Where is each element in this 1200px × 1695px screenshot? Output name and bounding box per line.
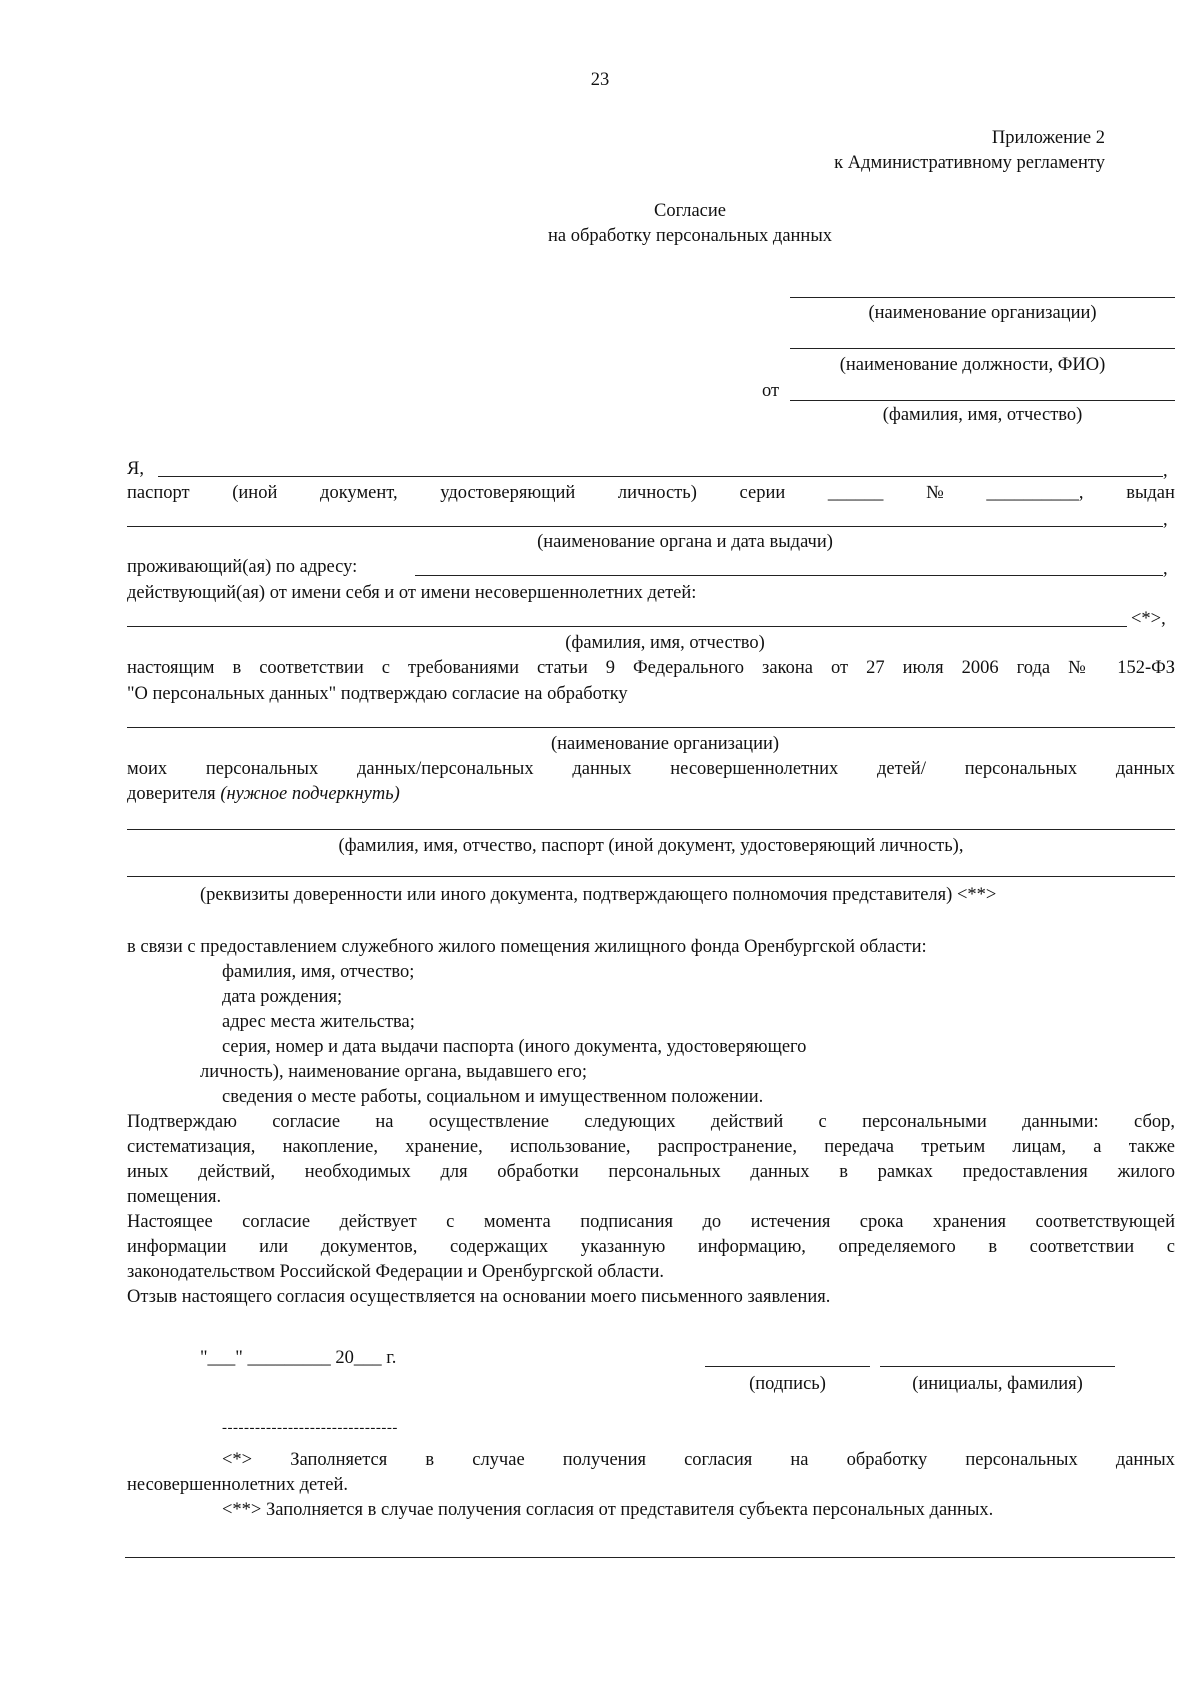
proxy-caption: (реквизиты доверенности или иного документа, подтверждающего полномочия представителя) <**> — [200, 885, 997, 905]
footnote-1-word: персональных — [965, 1450, 1078, 1470]
footnote-separator: -------------------------------- — [222, 1420, 398, 1436]
acting-label: действующий(ая) от имени себя и от имени несовершеннолетних детей: — [127, 583, 697, 603]
validity-line-2: информации или документов, содержащих указанную информацию, определяемого в соответствии с — [127, 1237, 1175, 1257]
title-line-2: на обработку персональных данных — [547, 226, 833, 246]
issued-word: выдан — [1126, 483, 1175, 503]
law-line-1: настоящим в соответствии с требованиями статьи 9 Федерального закона от 27 июля 2006 года № 152-ФЗ — [127, 658, 1175, 678]
footnote-1 — [222, 1450, 1175, 1471]
org2-line — [127, 727, 1175, 728]
list-item: фамилия, имя, отчество; — [222, 962, 415, 982]
passport-series-blank: ______ — [827, 483, 884, 503]
proxy-line — [127, 876, 1175, 877]
residing-label: проживающий(ая) по адресу: — [127, 557, 358, 577]
signature-caption: (подпись) — [749, 1374, 826, 1394]
passport-word: серии — [739, 483, 786, 503]
footnote-2: <**> Заполняется в случае получения согласия от представителя субъекта персональных данных. — [222, 1500, 994, 1520]
list-item: личность), наименование органа, выдавшего его; — [200, 1062, 587, 1082]
footnote-1-word: в — [425, 1450, 435, 1470]
page-number: 23 — [590, 70, 610, 90]
validity-line-3: законодательством Российской Федерации и Оренбургской области. — [127, 1262, 665, 1282]
passport-word: документ, — [320, 483, 398, 503]
issuer-line — [127, 526, 1163, 527]
passport-number-blank: __________, — [986, 483, 1084, 503]
org-name-line — [790, 297, 1175, 298]
initials-caption: (инициалы, фамилия) — [912, 1374, 1083, 1394]
purpose-text: в связи с предоставлением служебного жилого помещения жилищного фонда Оренбургской области: — [127, 937, 927, 957]
initials-line — [880, 1366, 1115, 1367]
issuer-caption: (наименование органа и дата выдачи) — [537, 532, 833, 552]
footnote-1-word: <*> — [222, 1450, 253, 1470]
children-caption: (фамилия, имя, отчество) — [565, 633, 765, 653]
actions-line-1: Подтверждаю согласие на осуществление следующих действий с персональными данными: сбор, — [127, 1112, 1175, 1132]
footnote-1-word: получения — [562, 1450, 646, 1470]
footnote-1-word: случае — [472, 1450, 525, 1470]
mine-line-1: моих персональных данных/персональных данных несовершеннолетних детей/ персональных данных — [127, 759, 1175, 779]
address-line-comma: , — [1163, 559, 1168, 579]
mine-line-2-plain: доверителя — [127, 784, 221, 804]
footnote-1-word: Заполняется — [290, 1450, 388, 1470]
appendix-line-1: Приложение 2 — [991, 128, 1105, 148]
passport-word: личность) — [617, 483, 697, 503]
footnote-1-word: согласия — [684, 1450, 753, 1470]
org2-caption: (наименование организации) — [550, 734, 780, 754]
passport-row — [127, 483, 1175, 504]
actions-line-3: иных действий, необходимых для обработки персональных данных в рамках предоставления жилого — [127, 1162, 1175, 1182]
children-line — [127, 626, 1127, 627]
footnote-1-word: обработку — [846, 1450, 928, 1470]
appendix-line-2: к Административному регламенту — [834, 153, 1105, 173]
footnote-1-word: данных — [1115, 1450, 1175, 1470]
date-field: "___" _________ 20___ г. — [200, 1348, 397, 1368]
from-line — [790, 400, 1175, 401]
validity-line-1: Настоящее согласие действует с момента подписания до истечения срока хранения соответствующей — [127, 1212, 1175, 1232]
list-item: сведения о месте работы, социальном и имущественном положении. — [222, 1087, 764, 1107]
address-line — [415, 575, 1163, 576]
from-caption: (фамилия, имя, отчество) — [882, 405, 1083, 425]
passport-word: (иной — [232, 483, 278, 503]
title-line-1: Согласие — [653, 201, 726, 221]
footnote-1-word: на — [790, 1450, 809, 1470]
revocation-text: Отзыв настоящего согласия осуществляется на основании моего письменного заявления. — [127, 1287, 831, 1307]
list-item: серия, номер и дата выдачи паспорта (иного документа, удостоверяющего — [222, 1037, 807, 1057]
issuer-line-comma: , — [1163, 510, 1168, 530]
law-line-2: "О персональных данных" подтверждаю согласие на обработку — [127, 684, 628, 704]
i-label: Я, — [127, 459, 144, 479]
name-line — [158, 476, 1163, 477]
number-sign: № — [926, 483, 944, 503]
mine-line-2 — [127, 784, 400, 805]
footer-rule — [125, 1557, 1175, 1558]
mine-line-2-italic: (нужное подчеркнуть) — [220, 784, 400, 804]
list-item: адрес места жительства; — [222, 1012, 415, 1032]
position-caption: (наименование должности, ФИО) — [839, 355, 1106, 375]
name-line-comma: , — [1163, 461, 1168, 481]
passport-word: удостоверяющий — [440, 483, 576, 503]
footnote-1-continuation: несовершеннолетних детей. — [127, 1475, 349, 1495]
passport-word: паспорт — [127, 483, 190, 503]
principal-caption: (фамилия, имя, отчество, паспорт (иной документ, удостоверяющий личность), — [338, 836, 964, 856]
signature-line — [705, 1366, 870, 1367]
children-footnote-mark: <*>, — [1131, 609, 1166, 629]
org-name-caption: (наименование организации) — [868, 303, 1097, 323]
from-label: от — [762, 381, 780, 401]
actions-line-2: систематизация, накопление, хранение, использование, распространение, передача третьим лицам, а также — [127, 1137, 1175, 1157]
principal-line — [127, 829, 1175, 830]
position-line — [790, 348, 1175, 349]
actions-line-4: помещения. — [127, 1187, 222, 1207]
list-item: дата рождения; — [222, 987, 343, 1007]
